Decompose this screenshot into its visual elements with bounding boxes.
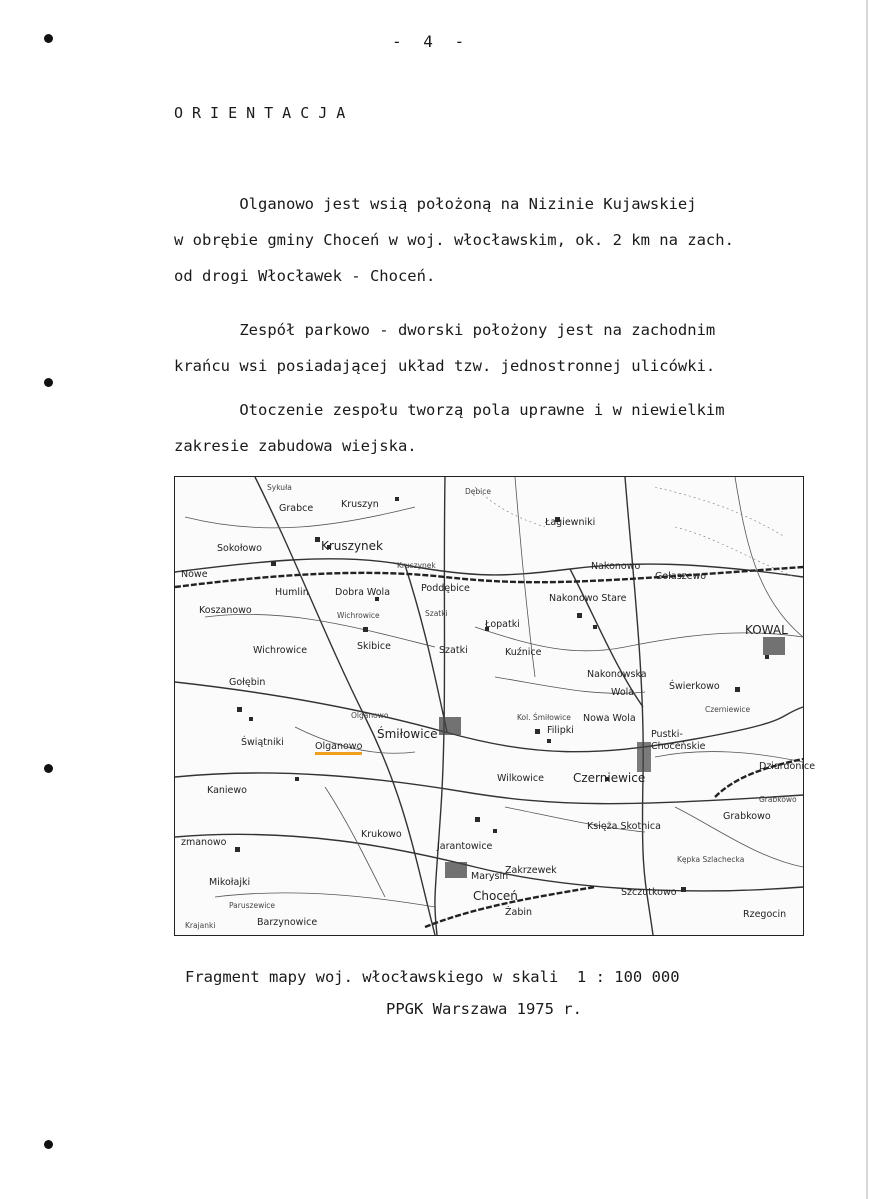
map-place-label: Gołaszewo — [655, 571, 707, 582]
map-place-label: Humlin — [275, 587, 309, 598]
map-place-label: Choceń — [473, 889, 518, 903]
map-place-label: Szatki — [439, 645, 468, 656]
map-place-label: Nakonowska — [587, 669, 647, 680]
map-caption: Fragment mapy woj. włocławskiego w skali 1 : 100 000 — [185, 968, 680, 986]
map-place-label: Poddębice — [421, 583, 470, 594]
map-place-label: Nowe — [181, 569, 208, 580]
map-place-label: Gołębin — [229, 677, 266, 688]
map-place-label: Dobra Wola — [335, 587, 391, 598]
paragraph-park-complex — [174, 312, 834, 384]
map-place-label: Nowa Wola — [583, 713, 636, 724]
map-place-label: Dębice — [465, 487, 491, 496]
map-place-label: Mikołajki — [209, 877, 251, 888]
map-place-label: Żabin — [505, 907, 533, 918]
paragraph-line: od drogi Włocławek - Choceń. — [174, 267, 436, 285]
map-place-label: Kruszynek — [321, 539, 383, 553]
map-olganowo-highlight: Olganowo — [315, 741, 362, 755]
map-place-label: Nakonowo Stare — [549, 593, 627, 604]
map-place-label: Krajanki — [185, 921, 216, 930]
map-place-label: Wichrowice — [337, 611, 380, 620]
map-place-label: Wola — [611, 687, 635, 698]
map-place-label: Łopatki — [485, 619, 520, 630]
map-place-label: Rzegocin — [743, 909, 787, 920]
map-place-label: Nakonowo — [591, 561, 641, 572]
paragraph-surroundings — [174, 392, 834, 464]
map-place-label: Barzynowice — [257, 917, 318, 928]
map-place-label: Kol. Śmiłowice — [517, 713, 571, 722]
map-place-label: Grabkowo — [759, 795, 797, 804]
map-place-label: Czerniewice — [573, 771, 646, 785]
map-place-label: Zakrzewek — [505, 865, 557, 876]
map-place-label: Dziardonice — [759, 761, 816, 772]
map-place-label: Kępka Szlachecka — [677, 855, 745, 864]
map-source: PPGK Warszawa 1975 r. — [386, 1000, 582, 1018]
map-place-label: Szatki — [425, 609, 448, 618]
paragraph-line: Olganowo jest wsią położoną na Nizinie Kujawskiej — [174, 195, 697, 213]
map-place-label: Kaniewo — [207, 785, 247, 796]
map-place-label: Kuźnice — [505, 647, 542, 658]
map-place-label: Czerniewice — [705, 705, 751, 714]
map-place-label: KOWAL — [745, 623, 788, 637]
map-place-label: Śmiłowice — [377, 727, 438, 741]
map-place-label: Jarantowice — [437, 841, 493, 852]
map-place-label: Paruszewice — [229, 901, 276, 910]
map-place-label: Filipki — [547, 725, 574, 736]
map-place-label: Olganowo — [351, 711, 389, 720]
map-place-label: Choceńskie — [651, 741, 706, 752]
map-place-label: Wichrowice — [253, 645, 308, 656]
section-heading: ORIENTACJA — [174, 104, 355, 122]
map-fragment — [174, 476, 816, 936]
paragraph-line: w obrębie gminy Choceń w woj. włocławskim, ok. 2 km na zach. — [174, 231, 734, 249]
punch-hole-top — [44, 34, 53, 43]
map-place-label: Łagiewniki — [545, 517, 596, 528]
paragraph-line: krańcu wsi posiadającej układ tzw. jednostronnej ulicówki. — [174, 357, 716, 375]
map-place-label: Skibice — [357, 641, 391, 652]
paragraph-line: Otoczenie zespołu tworzą pola uprawne i w niewielkim — [174, 401, 725, 419]
paragraph-line: zakresie zabudowa wiejska. — [174, 437, 417, 455]
map-place-label: Grabce — [279, 503, 314, 514]
map-place-label: Sokołowo — [217, 543, 262, 554]
map-place-label: Kruszynek — [397, 561, 436, 570]
punch-hole-bottom — [44, 1140, 53, 1149]
map-place-label: Kruszyn — [341, 499, 379, 510]
map-place-label: zmanowo — [181, 837, 227, 848]
map-place-label: Pustki- — [651, 729, 683, 740]
map-place-label: Księża Skotnica — [587, 821, 661, 832]
map-place-label: Wilkowice — [497, 773, 544, 784]
punch-hole-middle — [44, 378, 53, 387]
map-place-label: Krukowo — [361, 829, 402, 840]
map-place-label: Świątniki — [241, 737, 284, 748]
page-number: - 4 - — [392, 32, 471, 51]
map-place-label: Koszanowo — [199, 605, 252, 616]
map-place-label: Świerkowo — [669, 681, 720, 692]
map-place-label: Szczutkowo — [621, 887, 677, 898]
map-place-label: Sykuła — [267, 483, 292, 492]
map-place-label: Grabkowo — [723, 811, 771, 822]
paragraph-line: Zespół parkowo - dworski położony jest na zachodnim — [174, 321, 716, 339]
paragraph-location — [174, 186, 834, 294]
map-place-label: Marysin — [471, 871, 509, 882]
punch-hole-lower — [44, 764, 53, 773]
